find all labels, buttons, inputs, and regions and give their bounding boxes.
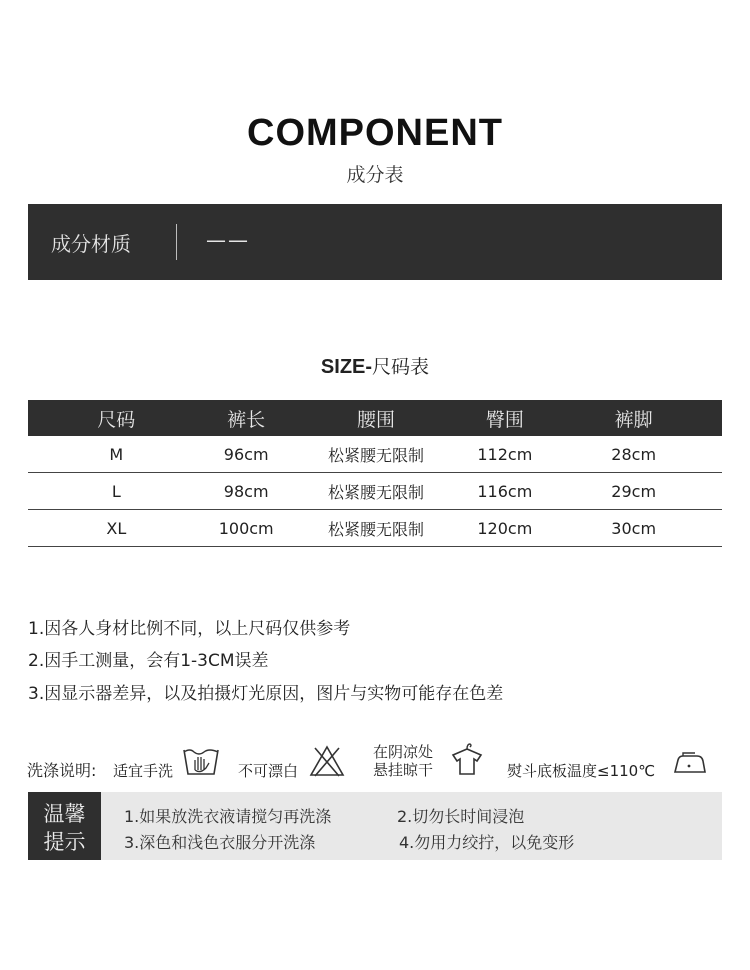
column-header-waist: 腰围 [288, 400, 465, 436]
size-table [28, 400, 722, 547]
table-cell: 98cm [205, 473, 288, 510]
table-cell: 28cm [545, 436, 722, 473]
column-header-hip: 臀围 [464, 400, 545, 436]
iron-icon [673, 752, 707, 780]
table-cell: 116cm [464, 473, 545, 510]
table-cell: 松紧腰无限制 [288, 436, 465, 473]
table-cell: 松紧腰无限制 [288, 473, 465, 510]
care-shade-dry-line1: 在阴凉处 [373, 743, 434, 761]
table-cell: 120cm [464, 510, 545, 547]
care-iron-label: 熨斗底板温度≤110℃ [507, 762, 656, 780]
tips-heading-line1: 温馨 [43, 802, 86, 826]
care-hand-wash-label: 适宜手洗 [113, 762, 174, 780]
table-cell: XL [28, 510, 205, 547]
tips-heading [28, 792, 101, 860]
size-title-bold: SIZE- [320, 356, 373, 378]
note-1: 1.因各人身材比例不同，以上尺码仅供参考 [28, 619, 351, 639]
hand-wash-icon [182, 744, 220, 782]
table-row [28, 436, 722, 473]
hang-dry-icon [448, 740, 486, 782]
note-3: 3.因显示器差异，以及拍摄灯光原因，图片与实物可能存在色差 [28, 684, 504, 704]
care-shade-dry-line2: 悬挂晾干 [373, 761, 434, 779]
tip-item-2: 2.切勿长时间浸泡 [397, 807, 525, 826]
tip-item-3: 3.深色和浅色衣服分开洗涤 [124, 833, 316, 852]
tip-item-4: 4.勿用力绞拧，以免变形 [399, 833, 575, 852]
page-title: COMPONENT [247, 112, 503, 154]
size-title-rest: 尺码表 [372, 356, 430, 378]
page-subtitle: 成分表 [346, 164, 404, 186]
table-row [28, 510, 722, 547]
note-2: 2.因手工测量，会有1-3CM误差 [28, 651, 269, 671]
table-cell: 29cm [545, 473, 722, 510]
care-no-bleach-label: 不可漂白 [238, 762, 299, 780]
size-table-header-row [28, 400, 722, 436]
table-cell: 112cm [464, 436, 545, 473]
component-value: —— [206, 228, 250, 252]
table-cell: M [28, 436, 205, 473]
tips-bar [28, 792, 722, 860]
table-cell: 100cm [205, 510, 288, 547]
column-header-size: 尺码 [28, 400, 205, 436]
care-label: 洗涤说明: [27, 761, 97, 780]
table-cell: 96cm [205, 436, 288, 473]
tip-item-1: 1.如果放洗衣液请搅匀再洗涤 [124, 807, 332, 826]
table-row [28, 473, 722, 510]
tips-heading-line2: 提示 [43, 830, 86, 854]
column-header-length: 裤长 [205, 400, 288, 436]
table-cell: 30cm [545, 510, 722, 547]
component-divider [176, 224, 177, 260]
size-title [0, 352, 750, 379]
no-bleach-icon [309, 744, 345, 782]
table-cell: L [28, 473, 205, 510]
component-bar [28, 204, 722, 280]
component-label: 成分材质 [51, 232, 131, 256]
column-header-hem: 裤脚 [545, 400, 722, 436]
table-cell: 松紧腰无限制 [288, 510, 465, 547]
